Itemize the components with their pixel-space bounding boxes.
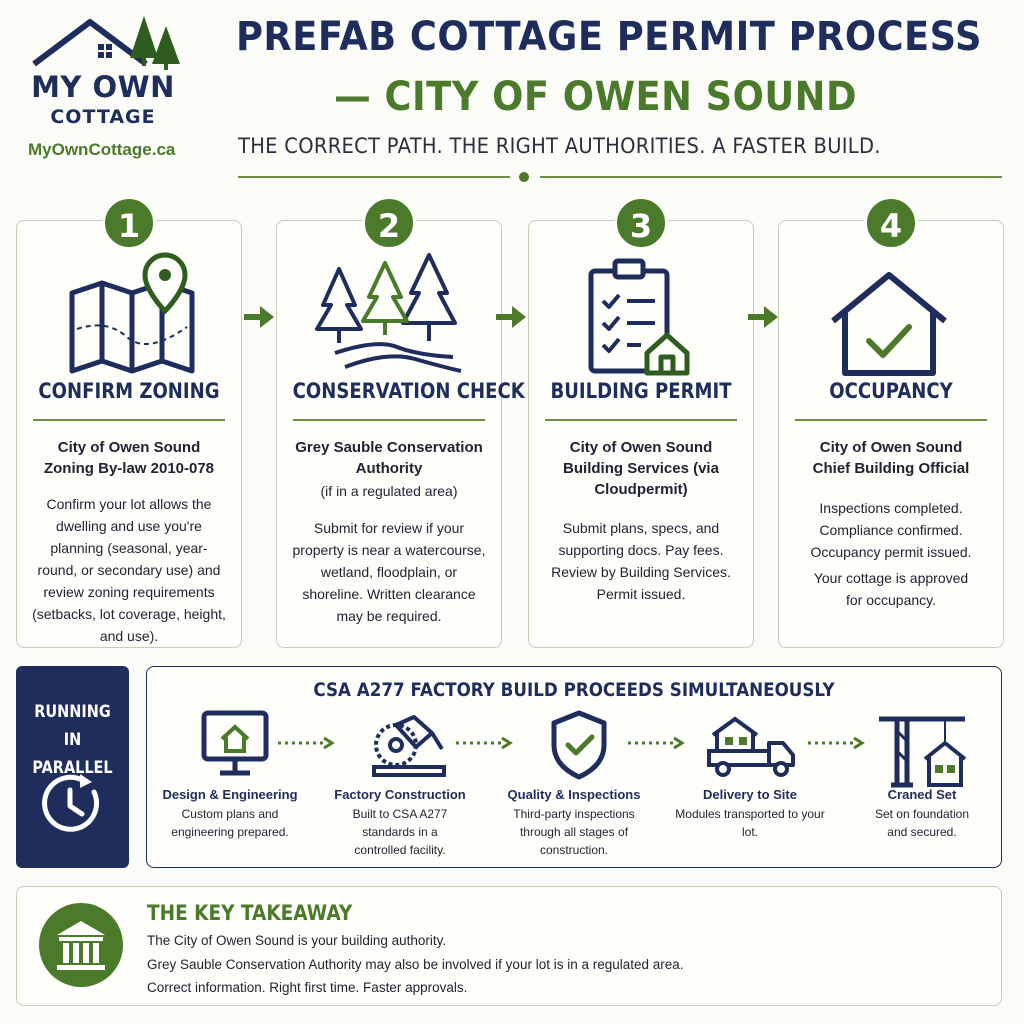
step-approval: Your cottage is approved for occupancy.: [813, 570, 969, 608]
factory-step-body: Third-party inspections through all stages of construction.: [513, 807, 635, 857]
factory-step-title: Craned Set: [887, 787, 957, 802]
takeaway-title: THE KEY TAKEAWAY: [147, 901, 353, 925]
trees-river-icon: [277, 249, 501, 379]
step-authority: City of Owen Sound Building Services (via Cloudpermit): [563, 439, 719, 498]
factory-step-title: Quality & Inspections: [507, 787, 641, 802]
step-number-badge: 4: [864, 196, 918, 250]
takeaway-line-2: Grey Sauble Conservation Authority may also be involved if your lot is in a regulated area.: [147, 957, 684, 972]
step-number-badge: 2: [362, 196, 416, 250]
page-tagline: THE CORRECT PATH. THE RIGHT AUTHORITIES. A FASTER BUILD.: [238, 134, 881, 158]
factory-step-body: Modules transported to your lot.: [675, 807, 825, 839]
step-divider: [795, 419, 987, 421]
step-description: Confirm your lot allows the dwelling and use you're planning (seasonal, year-round, or secondary use) and review zoning requirements (setbacks, lot coverage, height, and use).: [32, 496, 226, 644]
factory-step-title: Design & Engineering: [162, 787, 298, 802]
circular-saw-icon: [370, 709, 450, 781]
brand-logo: [18, 8, 198, 158]
parallel-label-line2: IN PARALLEL: [32, 730, 113, 778]
step-note: (if in a regulated area): [320, 483, 458, 499]
dotted-arrow-icon: [808, 736, 866, 750]
header-divider-left: [238, 176, 510, 178]
step-card-zoning: [16, 220, 242, 648]
arrow-right-icon: [748, 306, 778, 328]
step-number-badge: 1: [102, 196, 156, 250]
step-authority: City of Owen Sound Chief Building Official: [812, 439, 970, 477]
factory-step-body: Set on foundation and secured.: [874, 807, 970, 839]
page-title-line1: PREFAB COTTAGE PERMIT PROCESS: [236, 14, 982, 60]
arrow-right-icon: [496, 306, 526, 328]
truck-house-icon: [705, 709, 797, 781]
factory-build-panel: [146, 666, 1002, 868]
takeaway-line-3: Correct information. Right first time. Faster approvals.: [147, 980, 468, 995]
key-takeaway-panel: [16, 886, 1002, 1006]
dotted-arrow-icon: [628, 736, 686, 750]
map-pin-icon: [17, 249, 241, 379]
dotted-arrow-icon: [278, 736, 336, 750]
factory-step-construction: [325, 703, 475, 863]
factory-step-title: Factory Construction: [334, 787, 466, 802]
step-divider: [293, 419, 485, 421]
house-check-icon: [779, 249, 1003, 379]
brand-name-line1: MY OWN: [31, 70, 175, 104]
factory-step-title: Delivery to Site: [703, 787, 797, 802]
shield-check-icon: [544, 709, 614, 781]
step-title: BUILDING PERMIT: [550, 379, 732, 403]
step-title: OCCUPANCY: [829, 379, 953, 403]
clock-icon: [40, 772, 104, 836]
parallel-label-line1: RUNNING: [34, 702, 111, 722]
factory-step-quality: [499, 703, 649, 863]
dotted-arrow-icon: [456, 736, 514, 750]
running-in-parallel-panel: [16, 666, 129, 868]
factory-step-delivery: [675, 703, 825, 863]
step-description: Submit plans, specs, and supporting docs. Pay fees. Review by Building Services. Permit issued.: [551, 520, 731, 602]
step-description: Submit for review if your property is near a watercourse, wetland, floodplain, or shoreline. Written clearance may be required.: [292, 520, 486, 624]
takeaway-line-1: The City of Owen Sound is your building authority.: [147, 933, 447, 948]
factory-build-title: CSA A277 FACTORY BUILD PROCEEDS SIMULTANEOUSLY: [313, 679, 835, 701]
government-building-icon: [39, 903, 123, 987]
header-divider-right: [540, 176, 1002, 178]
step-number-badge: 3: [614, 196, 668, 250]
page-title-line2: — CITY OF OWEN SOUND: [334, 74, 857, 120]
step-authority: City of Owen Sound Zoning By-law 2010-078: [43, 439, 215, 477]
step-card-conservation: [276, 220, 525, 648]
step-divider: [545, 419, 737, 421]
monitor-house-icon: [200, 709, 270, 781]
factory-step-body: Built to CSA A277 standards in a controlled facility.: [352, 807, 448, 857]
step-title: CONFIRM ZONING: [38, 379, 220, 403]
step-description: Inspections completed. Compliance confirmed. Occupancy permit issued.: [810, 500, 972, 560]
step-card-building-permit: [528, 220, 754, 648]
house-trees-icon: [28, 12, 188, 74]
brand-url[interactable]: MyOwnCottage.ca: [28, 140, 176, 159]
step-title: CONSERVATION CHECK: [292, 379, 525, 403]
header-divider-dot: [519, 172, 529, 182]
clipboard-checklist-icon: [529, 249, 753, 379]
factory-step-body: Custom plans and engineering prepared.: [171, 807, 289, 839]
arrow-right-icon: [244, 306, 274, 328]
step-authority: Grey Sauble Conservation Authority: [295, 439, 483, 477]
factory-step-craned-set: [847, 703, 997, 863]
step-card-occupancy: [778, 220, 1004, 648]
brand-name-line2: COTTAGE: [50, 106, 156, 128]
step-divider: [33, 419, 225, 421]
crane-house-icon: [875, 709, 971, 789]
factory-step-design: [155, 703, 305, 863]
